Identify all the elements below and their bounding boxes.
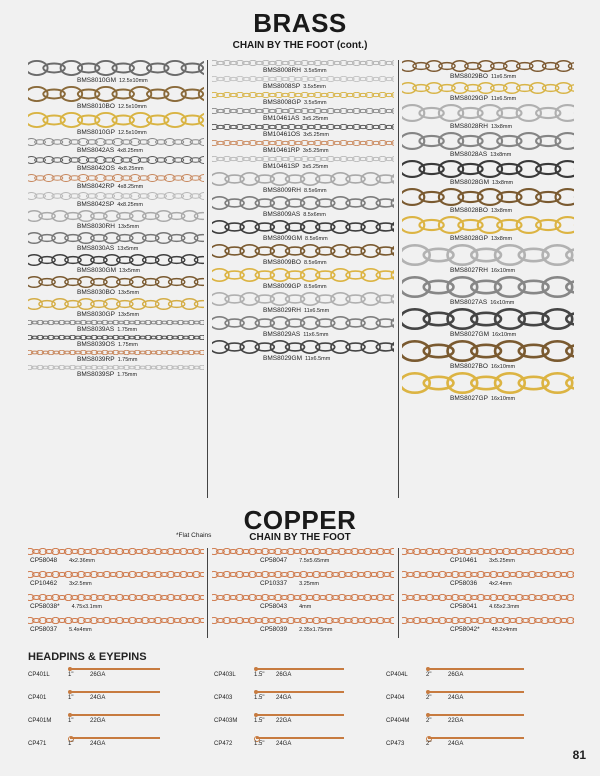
- item-code: CP58048: [30, 557, 58, 564]
- pin-length: 1.5": [254, 718, 265, 724]
- item-code: BMS8039RP: [77, 356, 115, 363]
- chain-swatch: [402, 617, 574, 624]
- chain-swatch: [212, 548, 394, 555]
- item-size: 3x2.5mm: [69, 581, 92, 587]
- column-divider: [398, 60, 399, 498]
- item-size: 4.75x3.1mm: [71, 604, 102, 610]
- chain-swatch: [28, 594, 204, 601]
- column-divider: [207, 60, 208, 498]
- chain-label: [263, 83, 326, 90]
- item-code: BMS8009RH: [263, 187, 301, 194]
- pin-code: CP404L: [386, 672, 408, 678]
- chain-swatch: [28, 320, 204, 325]
- chain-label: [77, 341, 138, 348]
- chain-label: [450, 331, 516, 338]
- chain-swatch: [28, 112, 204, 128]
- pin-length: 1": [68, 741, 74, 747]
- chain-swatch: [28, 192, 204, 200]
- item-code: BMS8030RH: [77, 223, 115, 230]
- chain-label: [77, 245, 138, 252]
- item-size: 13x5mm: [117, 224, 140, 230]
- item-size: 12.5x10mm: [119, 78, 148, 84]
- pin-head-icon: [254, 690, 258, 694]
- chain-swatch: [402, 82, 574, 94]
- pin-head-icon: [254, 667, 258, 671]
- chain-label: [450, 267, 515, 274]
- chain-swatch: [212, 60, 394, 66]
- item-code: BMS8030GM: [77, 267, 117, 274]
- pin-swatch: [256, 737, 344, 739]
- item-size: 11x6.5mm: [490, 96, 517, 102]
- item-size: 4x8.25mm: [117, 166, 144, 172]
- chain-label: [30, 626, 92, 633]
- item-code: CP58043: [260, 603, 288, 610]
- brass-column-3: [402, 60, 574, 500]
- pin-code: CP401: [28, 695, 47, 701]
- chain-label: [77, 183, 143, 190]
- chain-swatch: [212, 220, 394, 234]
- pin-head-icon: [254, 713, 258, 717]
- item-size: 3x5.25mm: [303, 132, 329, 138]
- item-code: BMS8010GM: [77, 77, 117, 84]
- chain-label: [450, 603, 519, 610]
- item-size: 3x5.25mm: [302, 164, 329, 170]
- copper-chain-list: [0, 548, 600, 640]
- chain-label: [450, 395, 515, 402]
- item-code: BMS8039OS: [77, 341, 115, 348]
- pin-head-icon: [68, 713, 72, 717]
- chain-swatch: [212, 172, 394, 186]
- chain-label: [260, 557, 329, 564]
- chain-swatch: [212, 340, 394, 354]
- item-size: 11x6.5mm: [303, 332, 329, 338]
- chain-swatch: [402, 188, 574, 206]
- item-code: CP10337: [260, 580, 288, 587]
- pin-gauge: 26GA: [276, 672, 292, 678]
- chain-label: [77, 223, 139, 230]
- item-size: 3.5x5mm: [303, 100, 327, 106]
- item-code: CP58042*: [450, 626, 480, 633]
- item-size: 16x10mm: [490, 300, 515, 306]
- item-code: BM10461SP: [263, 163, 300, 170]
- chain-swatch: [402, 340, 574, 362]
- item-size: 3.25mm: [299, 581, 319, 587]
- chain-label: [30, 557, 95, 564]
- chain-swatch: [402, 216, 574, 234]
- item-code: CP58036: [450, 580, 478, 587]
- item-size: 4x8.25mm: [117, 148, 143, 154]
- item-code: BMS8042RP: [77, 183, 115, 190]
- pin-code: CP471: [28, 741, 47, 747]
- pin-swatch: [428, 691, 524, 693]
- chain-label: [77, 326, 137, 333]
- chain-label: [77, 201, 143, 208]
- pin-head-icon: [426, 667, 430, 671]
- pin-swatch: [428, 714, 524, 716]
- chain-label: [263, 115, 328, 122]
- chain-swatch: [212, 594, 394, 601]
- item-size: 4x2.36mm: [69, 558, 95, 564]
- brass-heading: BRASS: [253, 8, 347, 38]
- item-size: 5.4x4mm: [69, 627, 92, 633]
- pin-gauge: 24GA: [448, 695, 464, 701]
- item-size: 13x8mm: [490, 124, 513, 130]
- item-size: 3x5.25mm: [302, 116, 329, 122]
- chain-label: [450, 123, 512, 130]
- chain-swatch: [28, 617, 204, 624]
- brass-column-2: [212, 60, 394, 500]
- chain-swatch: [212, 571, 394, 578]
- item-code: BMS8042SP: [77, 201, 115, 208]
- item-size: 13x5mm: [117, 312, 140, 318]
- chain-swatch: [212, 316, 394, 330]
- item-size: 3x5.25mm: [302, 148, 329, 154]
- chain-label: [77, 267, 140, 274]
- item-code: BMS8029RH: [263, 307, 301, 314]
- item-code: BMS8030BO: [77, 289, 115, 296]
- item-code: BMS8042AS: [77, 147, 115, 154]
- chain-label: [77, 77, 148, 84]
- chain-swatch: [402, 548, 574, 555]
- item-size: 13x5mm: [117, 290, 140, 296]
- chain-label: [263, 147, 329, 154]
- pin-code: CP472: [214, 741, 233, 747]
- item-code: BMS8029GP: [450, 95, 488, 102]
- chain-swatch: [212, 268, 394, 282]
- chain-label: [77, 103, 147, 110]
- item-size: 13x5mm: [117, 246, 139, 252]
- chain-label: [263, 163, 328, 170]
- chain-label: [450, 626, 517, 633]
- chain-swatch: [402, 571, 574, 578]
- item-code: BMS8027BO: [450, 363, 488, 370]
- chain-label: [263, 99, 327, 106]
- pin-gauge: 22GA: [448, 718, 464, 724]
- chain-label: [77, 147, 143, 154]
- chain-label: [263, 187, 327, 194]
- chain-swatch: [402, 308, 574, 330]
- item-size: 8.5x6mm: [303, 188, 327, 194]
- item-code: BMS8027GM: [450, 331, 490, 338]
- chain-swatch: [212, 156, 394, 162]
- chain-label: [30, 580, 92, 587]
- chain-label: [263, 283, 327, 290]
- pin-gauge: 24GA: [90, 695, 106, 701]
- item-size: 13x5mm: [119, 268, 141, 274]
- item-code: BMS8028AS: [450, 151, 488, 158]
- chain-label: [450, 557, 515, 564]
- pin-swatch: [256, 714, 344, 716]
- item-code: BMS8010GP: [77, 129, 115, 136]
- brass-column-1: [28, 60, 204, 500]
- item-code: BMS8028BO: [450, 207, 488, 214]
- chain-label: [263, 259, 327, 266]
- pin-code: CP401L: [28, 672, 50, 678]
- item-code: BMS8010BO: [77, 103, 115, 110]
- chain-swatch: [212, 92, 394, 98]
- item-code: CP58038*: [30, 603, 60, 610]
- item-size: 13x8mm: [490, 152, 512, 158]
- chain-swatch: [402, 276, 574, 298]
- item-size: 11x6.5mm: [303, 308, 330, 314]
- item-code: BMS8029GM: [263, 355, 303, 362]
- chain-swatch: [28, 276, 204, 288]
- chain-swatch: [28, 156, 204, 164]
- chain-label: [260, 603, 311, 610]
- chain-label: [263, 67, 327, 74]
- chain-label: [263, 131, 329, 138]
- item-code: BMS8030AS: [77, 245, 115, 252]
- chain-label: [263, 211, 326, 218]
- item-code: BM10461AS: [263, 115, 300, 122]
- pin-gauge: 22GA: [276, 718, 292, 724]
- chain-swatch: [212, 140, 394, 146]
- brass-subheading: CHAIN BY THE FOOT (cont.): [232, 40, 368, 51]
- chain-swatch: [28, 210, 204, 222]
- item-code: BMS8027RH: [450, 267, 488, 274]
- item-size: 3x5.25mm: [489, 558, 515, 564]
- item-size: 8.5x6mm: [303, 284, 327, 290]
- item-size: 1.75mm: [117, 342, 138, 348]
- pin-code: CP473: [386, 741, 405, 747]
- pin-gauge: 24GA: [276, 741, 292, 747]
- chain-label: [263, 331, 329, 338]
- pin-code: CP401M: [28, 718, 52, 724]
- chain-swatch: [28, 86, 204, 102]
- chain-label: [450, 207, 512, 214]
- pin-swatch: [428, 668, 524, 670]
- pin-length: 1": [68, 695, 74, 701]
- chain-label: [450, 580, 512, 587]
- item-code: BMS8030GP: [77, 311, 115, 318]
- item-code: BMS8029AS: [263, 331, 301, 338]
- chain-swatch: [402, 104, 574, 122]
- pin-gauge: 24GA: [90, 741, 106, 747]
- pin-swatch: [70, 714, 160, 716]
- chain-swatch: [28, 548, 204, 555]
- item-size: 12.5x10mm: [117, 130, 147, 136]
- pin-swatch: [428, 737, 524, 739]
- item-size: 4x8.25mm: [117, 184, 144, 190]
- item-code: BMS8009AS: [263, 211, 301, 218]
- chain-label: [77, 289, 139, 296]
- chain-swatch: [212, 196, 394, 210]
- pin-code: CP404M: [386, 718, 410, 724]
- chain-swatch: [28, 298, 204, 310]
- item-size: 3.5x5mm: [303, 68, 327, 74]
- item-size: 11x6.5mm: [305, 356, 331, 362]
- item-size: 13x8mm: [490, 236, 513, 242]
- pin-length: 2": [426, 718, 432, 724]
- pin-length: 1": [68, 672, 74, 678]
- chain-label: [77, 129, 147, 136]
- chain-label: [450, 151, 511, 158]
- chain-swatch: [212, 108, 394, 114]
- pin-gauge: 22GA: [90, 718, 106, 724]
- item-size: 13x8mm: [490, 208, 513, 214]
- headpins-heading: HEADPINS & EYEPINS: [28, 651, 147, 663]
- pin-length: 2": [426, 741, 432, 747]
- chain-label: [77, 371, 137, 378]
- item-size: 1.75mm: [117, 327, 138, 333]
- copper-subheading: CHAIN BY THE FOOT: [249, 532, 351, 543]
- pin-swatch: [70, 737, 160, 739]
- pin-gauge: 26GA: [448, 672, 464, 678]
- item-size: 16x10mm: [490, 268, 516, 274]
- chain-swatch: [402, 244, 574, 266]
- pin-code: CP403L: [214, 672, 236, 678]
- item-size: 16x10mm: [492, 332, 517, 338]
- chain-label: [263, 355, 330, 362]
- item-code: BMS8028GP: [450, 235, 488, 242]
- chain-swatch: [28, 254, 204, 266]
- item-code: BMS8039SP: [77, 371, 115, 378]
- chain-swatch: [28, 232, 204, 244]
- pin-gauge: 24GA: [276, 695, 292, 701]
- chain-swatch: [402, 60, 574, 72]
- chain-swatch: [28, 365, 204, 370]
- chain-swatch: [212, 124, 394, 130]
- item-size: 4.65x2.3mm: [489, 604, 520, 610]
- item-size: 4x8.25mm: [117, 202, 143, 208]
- item-code: BMS8008SP: [263, 83, 301, 90]
- item-size: 7.5x5.65mm: [299, 558, 330, 564]
- chain-label: [450, 363, 515, 370]
- pin-code: CP403M: [214, 718, 238, 724]
- pin-length: 1.5": [254, 741, 265, 747]
- item-size: 16x10mm: [490, 396, 516, 402]
- item-size: 1.75mm: [117, 357, 138, 363]
- pin-head-icon: [426, 713, 430, 717]
- pin-head-icon: [426, 690, 430, 694]
- pin-head-icon: [68, 690, 72, 694]
- pin-swatch: [256, 668, 344, 670]
- chain-label: [77, 311, 139, 318]
- item-code: CP58041: [450, 603, 478, 610]
- chain-label: [30, 603, 102, 610]
- page-number: 81: [572, 748, 586, 762]
- chain-label: [450, 73, 516, 80]
- chain-swatch: [212, 292, 394, 306]
- pin-code: CP404: [386, 695, 405, 701]
- item-code: BM10461RP: [263, 147, 300, 154]
- chain-swatch: [28, 350, 204, 355]
- pin-length: 1.5": [254, 695, 265, 701]
- pin-gauge: 24GA: [448, 741, 464, 747]
- item-size: 12.5x10mm: [117, 104, 147, 110]
- pin-code: CP403: [214, 695, 233, 701]
- chain-swatch: [28, 174, 204, 182]
- item-size: 3.5x5mm: [303, 84, 326, 90]
- chain-label: [77, 165, 144, 172]
- chain-label: [77, 356, 137, 363]
- pin-head-icon: [68, 667, 72, 671]
- item-size: 11x6.5mm: [490, 74, 517, 80]
- pin-length: 2": [426, 695, 432, 701]
- item-size: 48.2x4mm: [491, 627, 518, 633]
- item-code: CP58039: [260, 626, 288, 633]
- item-code: BMS8039AS: [77, 326, 115, 333]
- item-size: 8.5x6mm: [305, 236, 328, 242]
- item-code: BMS8027GP: [450, 395, 488, 402]
- item-code: BMS8028GM: [450, 179, 490, 186]
- item-code: CP58047: [260, 557, 288, 564]
- pin-swatch: [256, 691, 344, 693]
- chain-swatch: [28, 571, 204, 578]
- item-size: 2.35x1.75mm: [299, 627, 333, 633]
- item-code: BMS8008GP: [263, 99, 301, 106]
- chain-swatch: [212, 617, 394, 624]
- chain-label: [263, 307, 329, 314]
- chain-swatch: [402, 132, 574, 150]
- item-size: 8.5x6mm: [303, 212, 326, 218]
- pin-length: 2": [426, 672, 432, 678]
- copper-heading: COPPER: [243, 505, 357, 535]
- chain-swatch: [402, 372, 574, 394]
- pin-swatch: [70, 691, 160, 693]
- chain-swatch: [212, 244, 394, 258]
- chain-label: [450, 299, 514, 306]
- chain-swatch: [28, 335, 204, 340]
- chain-label: [450, 235, 512, 242]
- item-code: CP58037: [30, 626, 58, 633]
- chain-label: [260, 580, 319, 587]
- item-size: 4mm: [299, 604, 312, 610]
- item-code: CP10461: [450, 557, 478, 564]
- item-code: BMS8029BO: [450, 73, 488, 80]
- chain-swatch: [212, 76, 394, 82]
- item-code: BMS8027AS: [450, 299, 488, 306]
- chain-swatch: [28, 138, 204, 146]
- flat-chains-note: *Flat Chains: [176, 532, 212, 539]
- pin-length: 1.5": [254, 672, 265, 678]
- chain-label: [263, 235, 328, 242]
- chain-label: [260, 626, 332, 633]
- item-code: BMS8008RH: [263, 67, 301, 74]
- item-code: BMS8009GM: [263, 235, 303, 242]
- item-size: 1.75mm: [117, 372, 138, 378]
- item-size: 16x10mm: [490, 364, 516, 370]
- item-code: BMS8009BO: [263, 259, 301, 266]
- chain-swatch: [28, 60, 204, 76]
- headpin-list: [0, 666, 600, 761]
- chain-label: [450, 179, 513, 186]
- item-size: 8.5x6mm: [303, 260, 327, 266]
- item-code: BMS8028RH: [450, 123, 488, 130]
- item-size: 4x2.4mm: [489, 581, 512, 587]
- pin-gauge: 26GA: [90, 672, 106, 678]
- item-code: BM10461OS: [263, 131, 301, 138]
- pin-length: 1": [68, 718, 74, 724]
- item-size: 13x8mm: [492, 180, 514, 186]
- item-code: CP10462: [30, 580, 58, 587]
- chain-swatch: [402, 160, 574, 178]
- pin-swatch: [70, 668, 160, 670]
- chain-label: [450, 95, 516, 102]
- item-code: BMS8009GP: [263, 283, 301, 290]
- chain-swatch: [402, 594, 574, 601]
- item-code: BMS8042OS: [77, 165, 115, 172]
